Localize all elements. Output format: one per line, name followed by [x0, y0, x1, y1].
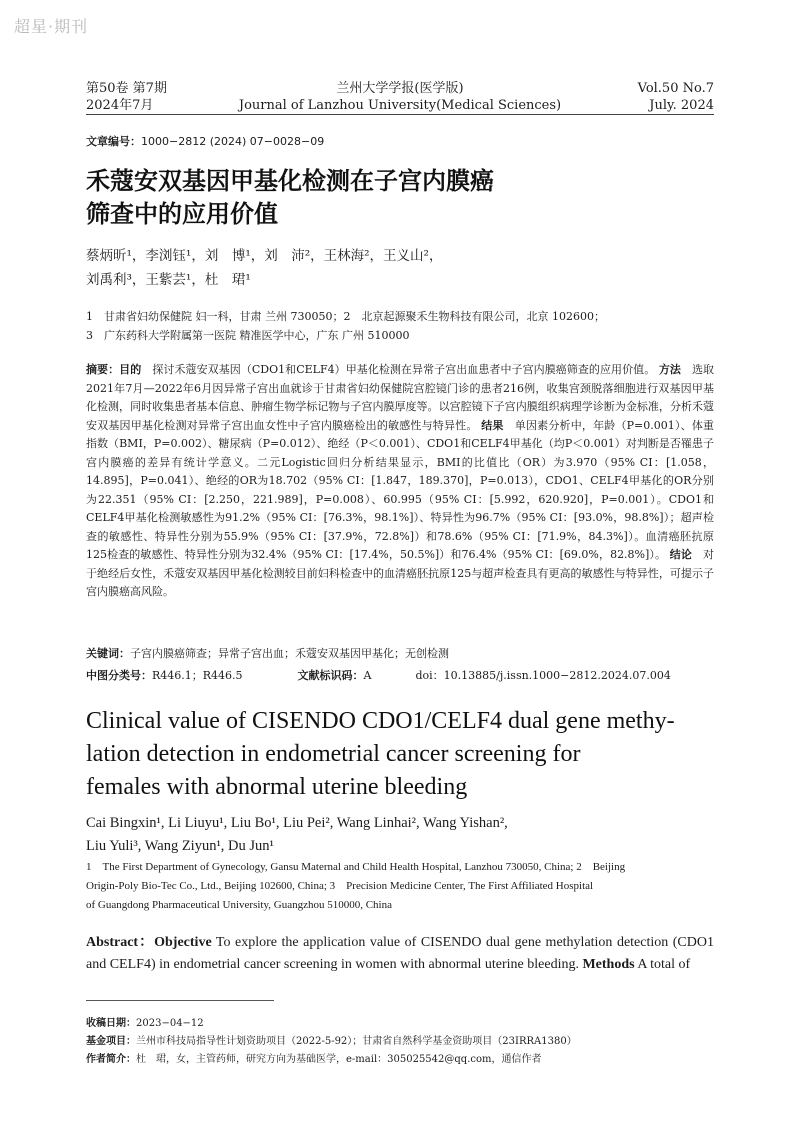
page-title-en: Clinical value of CISENDO CDO1/CELF4 dual gene methy- lation detection in endometrial cancer screening for females with abnormal uterine bleeding [86, 708, 675, 800]
conclusion-label: 结论 [669, 548, 692, 561]
results-text: 单因素分析中，年龄（P=0.001）、体重指数（BMI，P=0.002）、糖尿病（P=0.012）、绝经（P＜0.001）、CDO1和CELF4甲基化（均P＜0.001）对判断是否罹患子宫内膜癌的差异有统计学意义。二元Logistic回归分析结果显示，BMI的比值比（OR）为3.970（95% CI：[1.058，14.895]，P=0.041）、绝经的OR为18.702（95% CI：[1.847，189.370]，P=0.013），CDO1、CELF4甲基化的OR分别为22.351（95% CI：[2.250，221.989]，P=0.008）、60.995（95% CI：[5.992，620.920]，P=0.001）。CDO1和CELF4甲基化检测敏感性为91.2%（95% CI：[76.3%，98.1%]）、特异性为96.7%（95% CI：[93.0%，98.8%]）；超声检查的敏感性、特异性分别为55.9%（95% CI：[37.9%，72.8%]）和78.6%（95% CI：[71.9%，84.3%]）。血清癌胚抗原125检查的敏感性、特异性分别为32.4%（95% CI：[17.4%，50.5%]）和76.4%（95% CI：[69.0%，82.8%]）。 [86, 418, 715, 561]
footnotes [86, 1015, 726, 1069]
authors-en: Cai Bingxin¹, Li Liuyu¹, Liu Bo¹, Liu Pei², Wang Linhai², Wang Yishan², Liu Yuli³, Wang Ziyun¹, Du Jun¹ [86, 815, 508, 854]
objective-text: 探讨禾蔻安双基因（CDO1和CELF4）甲基化检测在异常子宫出血患者中子宫内膜癌筛查的应用价值。 [152, 363, 656, 376]
keywords-cn: 关键词：子宫内膜癌筛查；异常子宫出血；禾蔻安双基因甲基化；无创检测 [86, 647, 449, 660]
conclusion-text: 对于绝经后女性，禾蔻安双基因甲基化检测较目前妇科检查中的血清癌胚抗原125与超声检查具有更高的敏感性与特异性，可提示子宫内膜癌高风险。 [86, 548, 715, 598]
objective-text-en: To explore the application value of CISENDO dual gene methylation detection (CDO1 and CELF4) in endometrial cancer screening in women with abnormal uterine bleeding. [86, 935, 714, 972]
fund-info: 基金项目：兰州市科技局指导性计划资助项目（2022-5-92）；甘肃省自然科学基金资助项目（23IRRA1380） [86, 1036, 577, 1047]
author-bio: 作者简介：杜 珺，女，主管药师，研究方向为基础医学，e-mail：305025542@qq.com，通信作者 [86, 1054, 542, 1065]
methods-text: 选取2021年7月—2022年6月因异常子宫出血就诊于甘肃省妇幼保健院宫腔镜门诊的患者216例，收集宫颈脱落细胞进行双基因甲基化检测，同时收集患者基本信息、肿瘤生物学标记物与子宫内膜厚度等。以宫腔镜下子宫内膜组织病理学诊断为金标准，分析禾蔻安双基因甲基化检测对异常子宫出血女性中子宫内膜癌检出的敏感性与特异性。 [86, 363, 715, 432]
affiliations-cn: 1 甘肃省妇幼保健院 妇一科，甘肃 兰州 730050；2 北京起源聚禾生物科技有限公司，北京 102600； 3 广东药科大学附属第一医院 精准医学中心，广东 广州 510000 [86, 310, 605, 342]
footnote-divider [86, 1000, 274, 1001]
authors-cn: 蔡炳昕¹，李浏钰¹，刘 博¹，刘 沛²，王林海²，王义山²， 刘禹利³，王紫芸¹，杜 珺¹ [86, 248, 443, 288]
methods-text-en: A total of [637, 957, 691, 972]
date-en: July. 2024 [649, 98, 714, 113]
doi: doi：10.13885/j.issn.1000−2812.2024.07.004 [415, 669, 671, 682]
header-right [638, 80, 714, 114]
page-title-cn: 禾蔻安双基因甲基化检测在子宫内膜癌 筛查中的应用价值 [86, 167, 494, 228]
objective-label-en: Objective [154, 935, 212, 950]
methods-label: 方法 [658, 363, 681, 376]
methods-label-en: Methods [582, 957, 635, 972]
article-number: 文章编号：1000−2812 (2024) 07−0028−09 [86, 135, 325, 148]
watermark: 超星·期刊 [14, 17, 89, 36]
date-cn: 2024年7月 [86, 98, 154, 113]
volume-en: Vol.50 No.7 [637, 81, 714, 96]
classification-cn: 中图分类号：R446.1；R446.5 文献标识码：A doi：10.13885/j.issn.1000−2812.2024.07.004 [86, 669, 671, 682]
abstract-label: 摘要： [86, 363, 120, 376]
abstract-en [86, 932, 714, 976]
running-header [86, 80, 714, 115]
results-label: 结果 [481, 418, 504, 432]
affiliations-en: 1 The First Department of Gynecology, Gansu Maternal and Child Health Hospital, Lanzhou 730050, China; 2 Beijing Origin-Poly Bio-Tec Co., Ltd., Beijing 102600, China; 3 Precision Medicine Center, The First Affiliated Hospital of Guangdong Pharmaceutical University, Guangzhou 510000, China [86, 861, 626, 911]
volume-cn: 第50卷 第7期 [86, 81, 167, 96]
header-center [86, 80, 714, 114]
objective-label: 目的 [119, 363, 142, 376]
abstract-cn [86, 361, 714, 602]
journal-name-cn: 兰州大学学报(医学版) [336, 81, 464, 96]
received-date: 收稿日期：2023−04−12 [86, 1018, 204, 1029]
journal-name-en: Journal of Lanzhou University(Medical Sciences) [238, 98, 562, 113]
abstract-label-en: Abstract： [86, 935, 155, 950]
